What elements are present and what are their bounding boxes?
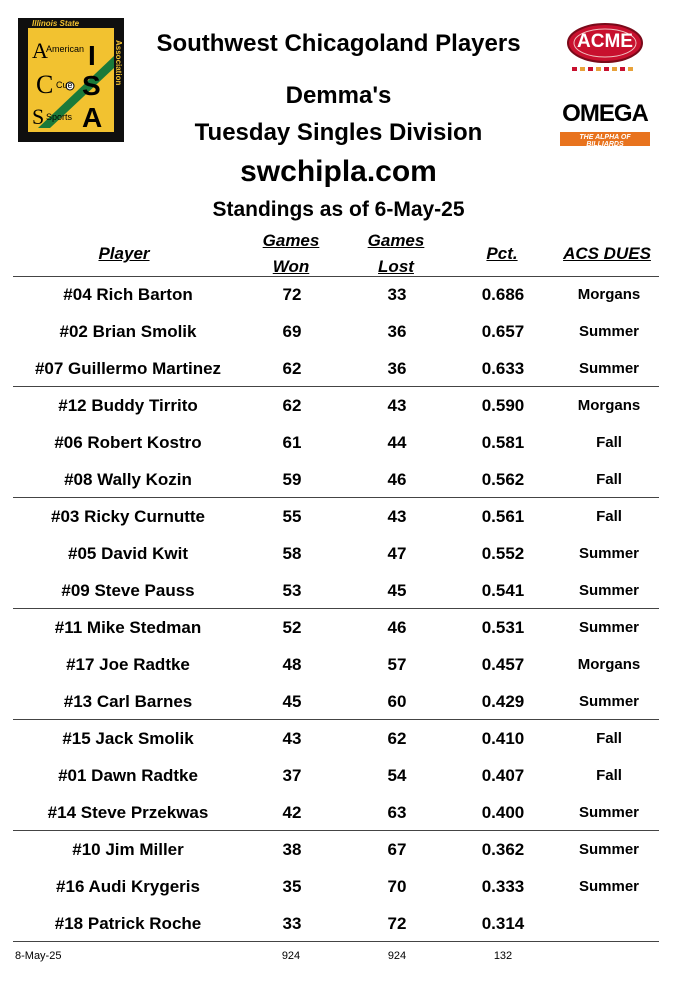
acs-letter-c: C <box>36 70 54 99</box>
acs-letter-i: I <box>88 40 96 71</box>
player-name: #17 Joe Radtke <box>66 655 190 674</box>
games-won: 55 <box>282 507 302 526</box>
win-pct: 0.362 <box>481 840 525 859</box>
games-lost: 63 <box>387 803 407 822</box>
table-row <box>13 646 659 683</box>
games-lost: 43 <box>387 507 407 526</box>
win-pct: 0.552 <box>481 544 525 563</box>
games-lost: 45 <box>387 581 407 600</box>
games-lost: 36 <box>387 322 407 341</box>
acs-word-sports: Sports <box>46 112 73 122</box>
acme-dots <box>572 67 633 71</box>
footer-total-pct: 132 <box>493 950 513 962</box>
acs-dues: Summer <box>578 804 640 821</box>
group-divider <box>13 608 659 609</box>
win-pct: 0.400 <box>481 803 525 822</box>
omega-text: OMEGA <box>562 100 648 127</box>
acs-dues: Summer <box>578 619 640 636</box>
player-name: #13 Carl Barnes <box>63 692 193 711</box>
win-pct: 0.633 <box>481 359 525 378</box>
acs-letter-a: A <box>32 38 48 63</box>
player-name: #08 Wally Kozin <box>64 470 192 489</box>
games-lost: 54 <box>387 766 407 785</box>
acs-logo <box>18 18 124 142</box>
table-row <box>13 609 659 646</box>
games-won: 48 <box>282 655 302 674</box>
col-dues: ACS DUES <box>563 244 651 263</box>
acs-dues: Summer <box>578 841 640 858</box>
win-pct: 0.581 <box>481 433 525 452</box>
group-divider <box>13 386 659 387</box>
org-title: Southwest Chicagoland Players <box>156 30 521 57</box>
games-won: 43 <box>282 729 302 748</box>
player-name: #10 Jim Miller <box>72 840 184 859</box>
win-pct: 0.562 <box>481 470 525 489</box>
footer-total-lost: 924 <box>387 950 407 962</box>
player-name: #18 Patrick Roche <box>54 914 202 933</box>
games-won: 61 <box>282 433 302 452</box>
acs-dues: Fall <box>596 730 622 747</box>
games-lost: 46 <box>387 618 407 637</box>
games-lost: 67 <box>387 840 407 859</box>
acs-dues: Summer <box>578 878 640 895</box>
table-row <box>13 905 659 942</box>
col-lost-line1: Games <box>367 231 425 250</box>
table-row <box>13 868 659 905</box>
win-pct: 0.457 <box>481 655 525 674</box>
col-won-line1: Games <box>262 231 320 250</box>
games-won: 69 <box>282 322 302 341</box>
acs-dues: Summer <box>578 693 640 710</box>
col-won-line2: Won <box>272 257 310 276</box>
table-row <box>13 313 659 350</box>
player-name: #11 Mike Stedman <box>54 618 202 637</box>
win-pct: 0.410 <box>481 729 525 748</box>
acs-dues: Summer <box>578 323 640 340</box>
table-row <box>13 387 659 424</box>
player-name: #12 Buddy Tirrito <box>58 396 198 415</box>
acs-dues: Summer <box>578 360 640 377</box>
games-won: 59 <box>282 470 302 489</box>
acs-dues: Fall <box>596 767 622 784</box>
games-lost: 62 <box>387 729 407 748</box>
group-divider <box>13 497 659 498</box>
acs-dues: Morgans <box>577 286 641 303</box>
website: swchipla.com <box>240 155 437 188</box>
table-row <box>13 424 659 461</box>
games-lost: 33 <box>387 285 407 304</box>
table-row <box>13 572 659 609</box>
acs-dues: Fall <box>596 471 622 488</box>
acs-dues: Fall <box>596 434 622 451</box>
acs-dues: Fall <box>596 508 622 525</box>
win-pct: 0.561 <box>481 507 525 526</box>
player-name: #01 Dawn Radtke <box>58 766 198 785</box>
acs-dues: Summer <box>578 545 640 562</box>
win-pct: 0.407 <box>481 766 525 785</box>
omega-logo <box>556 98 654 150</box>
acs-word-american: American <box>46 44 85 54</box>
acs-top-text: Illinois State <box>32 19 80 28</box>
footer-total-won: 924 <box>281 950 301 962</box>
win-pct: 0.590 <box>481 396 525 415</box>
acs-letter-s: S <box>32 104 45 129</box>
win-pct: 0.429 <box>481 692 525 711</box>
games-lost: 44 <box>387 433 407 452</box>
col-lost-line2: Lost <box>378 257 414 276</box>
games-won: 72 <box>282 285 302 304</box>
games-won: 52 <box>282 618 302 637</box>
table-row <box>13 276 659 313</box>
win-pct: 0.686 <box>481 285 525 304</box>
table-row <box>13 498 659 535</box>
table-row <box>13 350 659 387</box>
acs-word-cue: Cue <box>56 80 73 90</box>
acs-dues: Summer <box>578 582 640 599</box>
games-won: 37 <box>282 766 302 785</box>
col-pct: Pct. <box>486 244 518 263</box>
player-name: #14 Steve Przekwas <box>47 803 209 822</box>
player-name: #05 David Kwit <box>68 544 188 563</box>
games-won: 42 <box>282 803 302 822</box>
acs-dues: Morgans <box>577 656 641 673</box>
player-name: #15 Jack Smolik <box>62 729 194 748</box>
table-row <box>13 794 659 831</box>
win-pct: 0.531 <box>481 618 525 637</box>
player-name: #06 Robert Kostro <box>54 433 202 452</box>
games-won: 35 <box>282 877 302 896</box>
acme-logo <box>566 23 644 73</box>
win-pct: 0.333 <box>481 877 525 896</box>
player-name: #09 Steve Pauss <box>61 581 195 600</box>
player-name: #02 Brian Smolik <box>59 322 197 341</box>
footer-divider <box>13 941 659 942</box>
table-row <box>13 831 659 868</box>
group-divider <box>13 719 659 720</box>
games-lost: 46 <box>387 470 407 489</box>
table-row <box>13 720 659 757</box>
games-won: 38 <box>282 840 302 859</box>
footer-date: 8-May-25 <box>15 950 62 962</box>
games-lost: 43 <box>387 396 407 415</box>
standings-date: Standings as of 6-May-25 <box>212 198 465 221</box>
games-won: 62 <box>282 359 302 378</box>
player-name: #07 Guillermo Martinez <box>34 359 222 378</box>
games-lost: 47 <box>387 544 407 563</box>
win-pct: 0.541 <box>481 581 525 600</box>
games-lost: 57 <box>387 655 407 674</box>
table-row <box>13 757 659 794</box>
acs-letter-a2: A <box>82 102 103 133</box>
table-row <box>13 535 659 572</box>
player-name: #04 Rich Barton <box>63 285 193 304</box>
col-player: Player <box>98 244 150 263</box>
acs-side-text: Association <box>114 40 123 86</box>
games-won: 62 <box>282 396 302 415</box>
games-won: 58 <box>282 544 302 563</box>
table-row <box>13 461 659 498</box>
acs-letter-s2: S <box>82 70 101 101</box>
player-name: #16 Audi Krygeris <box>56 877 200 896</box>
table-row <box>13 683 659 720</box>
win-pct: 0.657 <box>481 322 525 341</box>
venue-title: Demma's <box>285 82 392 109</box>
games-won: 45 <box>282 692 302 711</box>
acme-text: ACME <box>577 31 633 52</box>
group-divider <box>13 830 659 831</box>
games-lost: 60 <box>387 692 407 711</box>
games-lost: 70 <box>387 877 407 896</box>
win-pct: 0.314 <box>481 914 525 933</box>
games-lost: 72 <box>387 914 407 933</box>
games-won: 33 <box>282 914 302 933</box>
division-title: Tuesday Singles Division <box>194 119 483 146</box>
acs-dues: Morgans <box>577 397 641 414</box>
omega-tagline: THE ALPHA OF BILLIARDS <box>579 134 631 148</box>
player-name: #03 Ricky Curnutte <box>51 507 205 526</box>
games-lost: 36 <box>387 359 407 378</box>
games-won: 53 <box>282 581 302 600</box>
